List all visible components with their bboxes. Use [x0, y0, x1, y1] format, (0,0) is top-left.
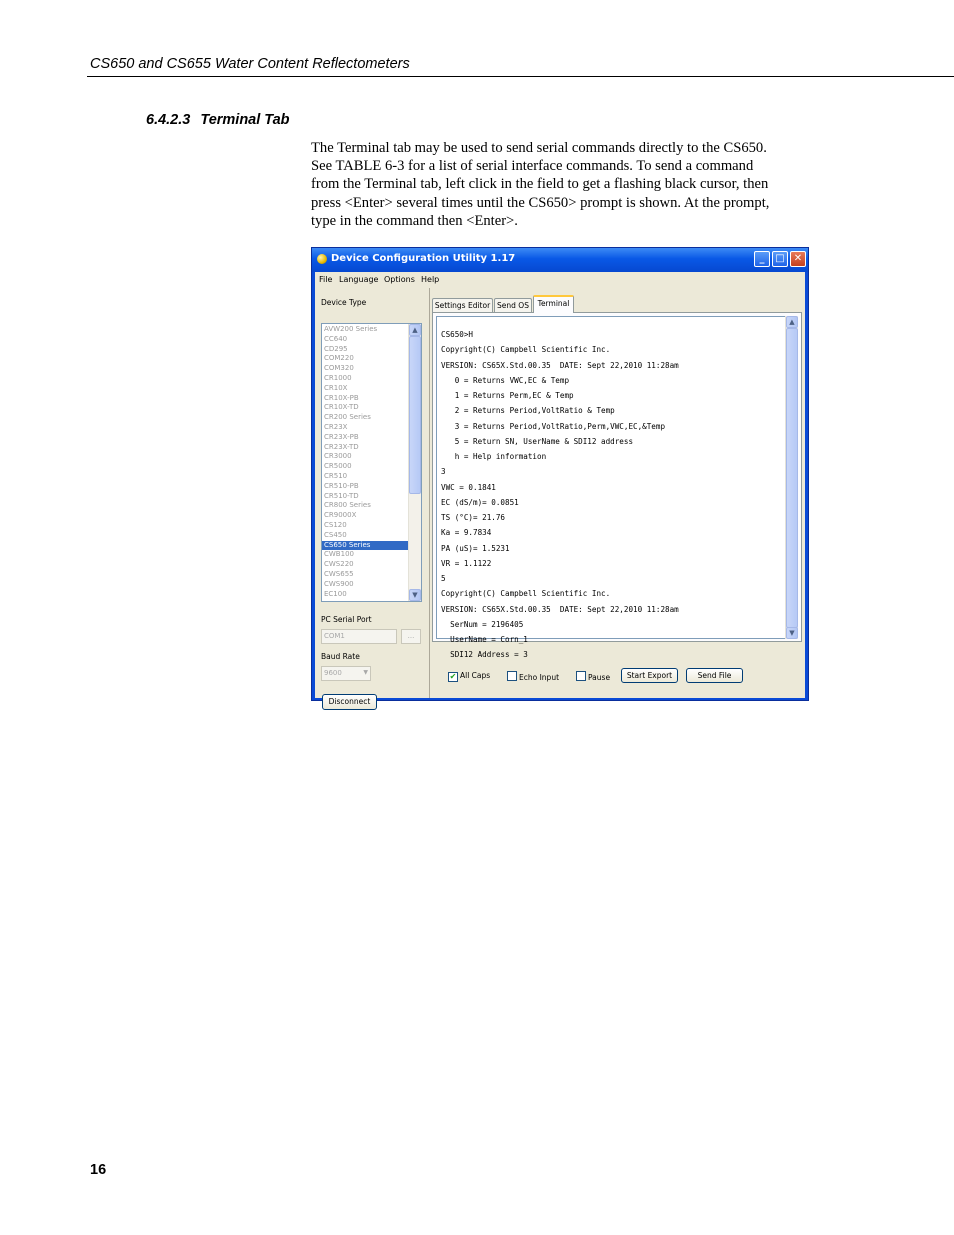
terminal-line: SerNum = 2196405 [441, 619, 524, 629]
terminal-line: EC (dS/m)= 0.0851 [441, 497, 519, 507]
terminal-line: 3 = Returns Period,VoltRatio,Perm,VWC,EC,&Temp [441, 421, 666, 431]
checkbox-icon [576, 671, 586, 681]
scroll-down-arrow-icon[interactable]: ▼ [409, 589, 421, 601]
terminal-line: h = Help information [441, 452, 547, 461]
pause-label: Pause [588, 673, 611, 682]
terminal-lines [441, 327, 781, 663]
terminal-output[interactable] [436, 316, 797, 660]
terminal-line: 0 = Returns VWC,EC & Temp [441, 375, 570, 385]
send-file-button[interactable]: Send File [686, 668, 743, 683]
terminal-line: VERSION: CS65X.Std.00.35 DATE: Sept 22,2010 11:28am [441, 604, 679, 614]
list-item[interactable]: CR23X [324, 422, 348, 431]
terminal-line: Ka = 9.7834 [441, 528, 492, 538]
pc-serial-port-field[interactable]: COM1 [321, 629, 397, 644]
list-item[interactable]: CC640 [324, 334, 348, 343]
menu-help[interactable]: Help [421, 275, 440, 284]
window-title: Device Configuration Utility 1.17 [331, 253, 516, 264]
list-item[interactable]: CR10X-PB [324, 393, 359, 402]
header-rule [87, 76, 954, 77]
section-heading [146, 112, 290, 128]
list-item[interactable]: CR23X-TD [324, 442, 359, 451]
paragraph-line: from the Terminal tab, left click in the field to get a flashing black cursor, then [311, 176, 769, 193]
menu-options[interactable]: Options [384, 275, 415, 284]
baud-rate-value: 9600 [324, 669, 342, 677]
list-item[interactable]: CR10X-TD [324, 403, 359, 412]
app-window-screenshot [311, 247, 809, 706]
scroll-thumb[interactable] [786, 328, 798, 628]
terminal-line: 5 [441, 574, 446, 583]
paragraph-line: type in the command then <Enter>. [311, 212, 518, 229]
list-item[interactable]: CS120 [324, 520, 347, 529]
list-item[interactable]: CR5000 [324, 462, 352, 471]
scroll-down-arrow-icon[interactable]: ▼ [786, 627, 798, 639]
section-number: 6.4.2.3 [146, 112, 191, 128]
list-item[interactable]: CR9000X [324, 511, 357, 520]
terminal-line: TS (°C)= 21.76 [441, 513, 506, 522]
baud-rate-select[interactable] [321, 666, 371, 681]
terminal-line: VERSION: CS65X.Std.00.35 DATE: Sept 22,2010 11:28am [441, 360, 679, 370]
paragraph-line: press <Enter> several times until the CS650> prompt is shown. At the prompt, [311, 194, 770, 211]
echo-input-checkbox[interactable] [507, 671, 559, 683]
tab-terminal[interactable]: Terminal [533, 295, 574, 313]
device-type-list[interactable] [321, 323, 422, 602]
list-item[interactable]: CR200 Series [324, 413, 371, 422]
menu-file[interactable]: File [319, 275, 333, 284]
app-icon [317, 254, 327, 264]
list-item[interactable]: CR800 Series [324, 501, 371, 510]
scroll-up-arrow-icon[interactable]: ▲ [786, 316, 798, 328]
minimize-button[interactable]: _ [754, 251, 770, 267]
terminal-line: Copyright(C) Campbell Scientific Inc. [441, 589, 611, 599]
terminal-line: 3 [441, 467, 446, 477]
window-client [315, 272, 805, 706]
list-item[interactable]: CD295 [324, 344, 348, 353]
terminal-tab-page [432, 312, 802, 660]
paragraph-line: The Terminal tab may be used to send serial commands directly to the CS650. [311, 140, 767, 156]
browse-port-button[interactable]: ... [401, 629, 421, 644]
list-item[interactable]: CR3000 [324, 452, 352, 461]
paragraph-line: See TABLE 6-3 for a list of serial interface commands. To send a command [311, 158, 754, 175]
scroll-thumb[interactable] [409, 336, 421, 494]
all-caps-checkbox[interactable] [448, 671, 490, 682]
terminal-line: VWC = 0.1841 [441, 482, 496, 492]
terminal-line: 1 = Returns Perm,EC & Temp [441, 391, 574, 400]
list-item[interactable]: CR510-TD [324, 491, 359, 500]
list-item[interactable]: CWS655 [324, 569, 354, 578]
terminal-line: PA (uS)= 1.5231 [441, 543, 510, 553]
checkbox-icon [507, 671, 517, 681]
maximize-button[interactable]: □ [772, 251, 788, 267]
list-item[interactable]: COM220 [324, 354, 354, 363]
list-item[interactable]: CR510-PB [324, 481, 359, 490]
device-list-scrollbar[interactable] [408, 324, 421, 601]
list-item[interactable]: AVW200 Series [324, 325, 378, 333]
baud-rate-label: Baud Rate [321, 652, 360, 661]
close-button[interactable]: ✕ [790, 251, 806, 267]
left-panel [315, 288, 429, 706]
list-item[interactable]: CR510 [324, 471, 348, 480]
terminal-line: Copyright(C) Campbell Scientific Inc. [441, 345, 611, 355]
list-item[interactable]: CR23X-PB [324, 432, 359, 441]
section-title: Terminal Tab [200, 112, 290, 128]
start-export-button[interactable]: Start Export [621, 668, 678, 683]
list-item[interactable]: CWS220 [324, 560, 354, 569]
page-number: 16 [90, 1162, 107, 1178]
terminal-line: VR = 1.1122 [441, 558, 492, 568]
all-caps-label: All Caps [460, 671, 491, 680]
window-titlebar[interactable] [312, 248, 808, 272]
body-paragraph [311, 139, 811, 230]
list-item[interactable]: CWS900 [324, 579, 354, 588]
list-item[interactable]: EC100 [324, 589, 347, 598]
echo-input-label: Echo Input [519, 673, 560, 682]
terminal-line: 5 = Return SN, UserName & SDI12 address [441, 436, 634, 446]
tab-send-os[interactable]: Send OS [494, 298, 532, 312]
terminal-line: SDI12 Address = 3 [441, 650, 528, 660]
terminal-line: CS650>H [441, 330, 474, 339]
terminal-line: UserName = Corn_1 [441, 635, 528, 644]
checkbox-checked-icon: ✔ [449, 672, 457, 681]
menu-language[interactable]: Language [339, 275, 379, 284]
right-panel [429, 288, 805, 698]
disconnect-button[interactable]: Disconnect [322, 694, 377, 710]
list-item[interactable]: CR10X [324, 383, 348, 392]
terminal-line: 2 = Returns Period,VoltRatio & Temp [441, 406, 615, 416]
list-item[interactable]: CS650 Series [322, 541, 408, 551]
list-item[interactable]: CR1000 [324, 373, 352, 382]
list-item[interactable]: CWB100 [324, 550, 354, 559]
device-list-items [322, 325, 408, 599]
running-header: CS650 and CS655 Water Content Reflectometers [90, 56, 410, 72]
list-item[interactable]: CS450 [324, 530, 347, 539]
device-type-label: Device Type [321, 298, 367, 307]
pause-checkbox[interactable] [576, 671, 610, 683]
list-item[interactable]: COM320 [324, 364, 354, 373]
tab-settings-editor[interactable]: Settings Editor [432, 298, 493, 312]
pc-serial-port-label: PC Serial Port [321, 615, 372, 624]
terminal-scrollbar[interactable] [785, 316, 798, 639]
menu-bar [315, 272, 805, 288]
scroll-up-arrow-icon[interactable]: ▲ [409, 324, 421, 336]
chevron-down-icon: ▼ [363, 669, 368, 676]
